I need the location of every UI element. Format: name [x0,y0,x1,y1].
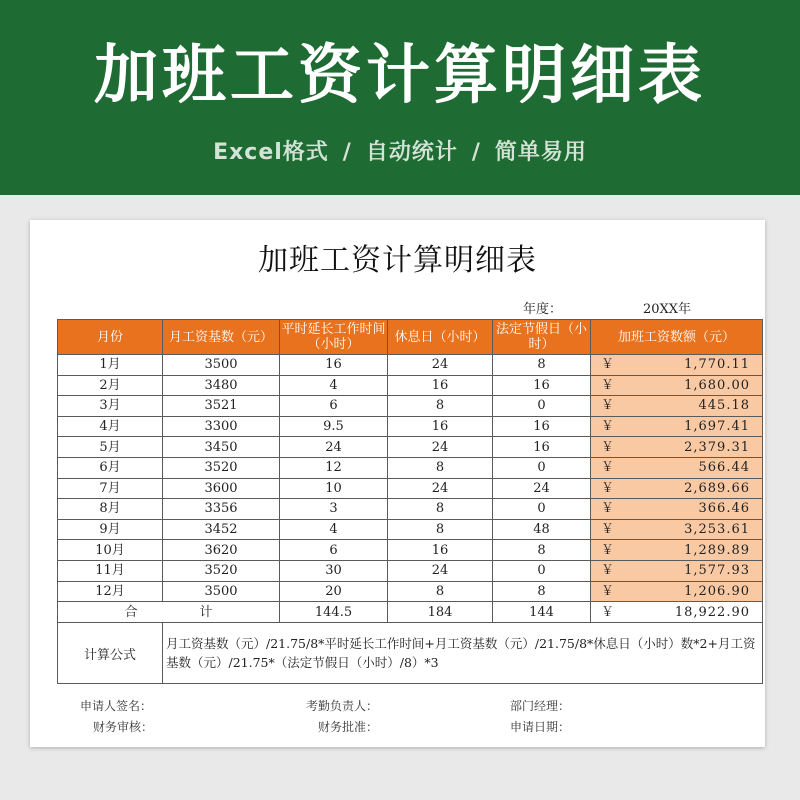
cell-overtime-amount[interactable] [591,437,763,458]
header-month: 月份 [58,320,163,355]
cell-restday-hours[interactable]: 24 [388,437,493,458]
total-row [58,602,763,623]
table-row [58,499,763,520]
cell-holiday-hours[interactable]: 0 [493,457,591,478]
amount-value: 1,770.11 [684,357,750,373]
cell-month[interactable]: 9月 [58,519,163,540]
cell-overtime-amount[interactable] [591,355,763,376]
currency-symbol: ￥ [601,604,615,620]
cell-overtime-amount[interactable] [591,478,763,499]
subtitle-format: Excel格式 [213,140,329,165]
cell-base-salary[interactable]: 3620 [163,540,280,561]
cell-holiday-hours[interactable]: 8 [493,540,591,561]
cell-weekday-hours[interactable]: 4 [280,375,388,396]
cell-holiday-hours[interactable]: 16 [493,416,591,437]
finance-review-label: 财务审核： [93,720,154,734]
cell-base-salary[interactable]: 3356 [163,499,280,520]
cell-restday-hours[interactable]: 8 [388,519,493,540]
cell-weekday-hours[interactable]: 20 [280,581,388,602]
amount-value: 2,379.31 [684,439,750,455]
currency-symbol: ￥ [601,460,615,476]
table-row [58,478,763,499]
cell-month[interactable]: 5月 [58,437,163,458]
total-holiday[interactable]: 144 [493,602,591,623]
cell-month[interactable]: 6月 [58,457,163,478]
currency-symbol: ￥ [601,542,615,558]
amount-value: 1,206.90 [684,583,750,599]
formula-row [58,623,763,684]
formula-text[interactable]: 月工资基数（元）/21.75/8*平时延长工作时间+月工资基数（元）/21.75/8*休息日（小时）数*2+月工资基数（元）/21.75*（法定节假日（小时）/8）*3 [163,623,763,684]
cell-base-salary[interactable]: 3520 [163,560,280,581]
cell-month[interactable]: 1月 [58,355,163,376]
cell-overtime-amount[interactable] [591,416,763,437]
currency-symbol: ￥ [601,522,615,538]
cell-month[interactable]: 7月 [58,478,163,499]
cell-restday-hours[interactable]: 24 [388,478,493,499]
cell-restday-hours[interactable]: 8 [388,457,493,478]
cell-overtime-amount[interactable] [591,396,763,417]
header-overtime-amount: 加班工资数额（元） [591,320,763,355]
total-amount[interactable]: ￥ 18,922.90 [591,602,763,623]
cell-holiday-hours[interactable]: 8 [493,355,591,376]
table-row [58,560,763,581]
total-restday[interactable]: 184 [388,602,493,623]
cell-weekday-hours[interactable]: 6 [280,396,388,417]
banner [0,0,800,195]
currency-symbol: ￥ [601,501,615,517]
amount-value: 3,253.61 [684,522,750,538]
header-weekday-overtime: 平时延长工作时间（小时） [280,320,388,355]
cell-month[interactable]: 11月 [58,560,163,581]
cell-restday-hours[interactable]: 16 [388,416,493,437]
cell-holiday-hours[interactable]: 0 [493,499,591,520]
table-row [58,457,763,478]
amount-value: 445.18 [698,398,750,414]
cell-weekday-hours[interactable]: 30 [280,560,388,581]
subtitle-separator: / [471,140,481,165]
cell-weekday-hours[interactable]: 4 [280,519,388,540]
cell-base-salary[interactable]: 3500 [163,581,280,602]
table-row [58,437,763,458]
total-label: 合 计 [58,602,280,623]
header-base-salary: 月工资基数（元） [163,320,280,355]
cell-overtime-amount[interactable] [591,375,763,396]
cell-base-salary[interactable]: 3300 [163,416,280,437]
table-row [58,581,763,602]
currency-symbol: ￥ [601,377,615,393]
cell-base-salary[interactable]: 3450 [163,437,280,458]
currency-symbol: ￥ [601,563,615,579]
cell-overtime-amount[interactable] [591,519,763,540]
cell-base-salary[interactable]: 3521 [163,396,280,417]
cell-weekday-hours[interactable]: 9.5 [280,416,388,437]
application-date-label: 申请日期： [510,720,571,734]
cell-restday-hours[interactable]: 8 [388,499,493,520]
banner-title: 加班工资计算明细表 [94,39,706,113]
table-row [58,355,763,376]
cell-base-salary[interactable]: 3480 [163,375,280,396]
cell-weekday-hours[interactable]: 16 [280,355,388,376]
currency-symbol: ￥ [601,357,615,373]
cell-restday-hours[interactable]: 16 [388,540,493,561]
cell-overtime-amount[interactable] [591,540,763,561]
amount-value: 1,289.89 [684,542,750,558]
cell-restday-hours[interactable]: 8 [388,581,493,602]
cell-restday-hours[interactable]: 16 [388,375,493,396]
department-manager-label: 部门经理： [510,699,571,713]
spreadsheet-page [30,220,765,747]
cell-weekday-hours[interactable]: 24 [280,437,388,458]
cell-base-salary[interactable]: 3452 [163,519,280,540]
table-row [58,416,763,437]
cell-month[interactable]: 8月 [58,499,163,520]
table-row [58,519,763,540]
cell-weekday-hours[interactable]: 12 [280,457,388,478]
cell-month[interactable]: 12月 [58,581,163,602]
cell-holiday-hours[interactable]: 16 [493,375,591,396]
header-rest-day: 休息日（小时） [388,320,493,355]
overtime-table [57,319,763,684]
total-weekday[interactable]: 144.5 [280,602,388,623]
amount-value: 1,577.93 [684,563,750,579]
cell-weekday-hours[interactable]: 6 [280,540,388,561]
cell-holiday-hours[interactable]: 48 [493,519,591,540]
cell-holiday-hours[interactable]: 24 [493,478,591,499]
table-header-row [58,320,763,355]
cell-restday-hours[interactable]: 24 [388,355,493,376]
cell-overtime-amount[interactable] [591,560,763,581]
cell-month[interactable]: 3月 [58,396,163,417]
currency-symbol: ￥ [601,480,615,496]
subtitle-separator: / [342,140,352,165]
cell-weekday-hours[interactable]: 10 [280,478,388,499]
cell-restday-hours[interactable]: 24 [388,560,493,581]
document-title: 加班工资计算明细表 [258,243,537,278]
cell-holiday-hours[interactable]: 16 [493,437,591,458]
cell-restday-hours[interactable]: 8 [388,396,493,417]
cell-month[interactable]: 10月 [58,540,163,561]
year-label: 年度： [523,302,563,317]
year-value[interactable]: 20XX年 [643,302,692,317]
cell-base-salary[interactable]: 3520 [163,457,280,478]
formula-label: 计算公式 [58,623,163,684]
amount-value: 1,680.00 [684,377,750,393]
cell-overtime-amount[interactable] [591,581,763,602]
cell-month[interactable]: 2月 [58,375,163,396]
amount-value: 2,689.66 [684,480,750,496]
amount-value: 566.44 [698,460,750,476]
subtitle-auto-stats: 自动统计 [365,140,458,165]
table-row [58,396,763,417]
header-holiday: 法定节假日（小时） [493,320,591,355]
cell-holiday-hours[interactable]: 8 [493,581,591,602]
currency-symbol: ￥ [601,398,615,414]
currency-symbol: ￥ [601,419,615,435]
cell-month[interactable]: 4月 [58,416,163,437]
cell-overtime-amount[interactable] [591,499,763,520]
applicant-signature-label: 申请人签名： [80,699,153,713]
table-row [58,540,763,561]
table-row [58,375,763,396]
cell-weekday-hours[interactable]: 3 [280,499,388,520]
amount-value: 1,697.41 [684,419,750,435]
attendance-manager-label: 考勤负责人： [306,699,379,713]
cell-overtime-amount[interactable] [591,457,763,478]
cell-base-salary[interactable]: 3500 [163,355,280,376]
cell-base-salary[interactable]: 3600 [163,478,280,499]
finance-approval-label: 财务批准： [318,720,379,734]
cell-holiday-hours[interactable]: 0 [493,560,591,581]
cell-holiday-hours[interactable]: 0 [493,396,591,417]
banner-subtitle [0,138,800,168]
subtitle-easy-use: 简单易用 [494,140,587,165]
amount-value: 366.46 [698,501,750,517]
currency-symbol: ￥ [601,583,615,599]
currency-symbol: ￥ [601,439,615,455]
